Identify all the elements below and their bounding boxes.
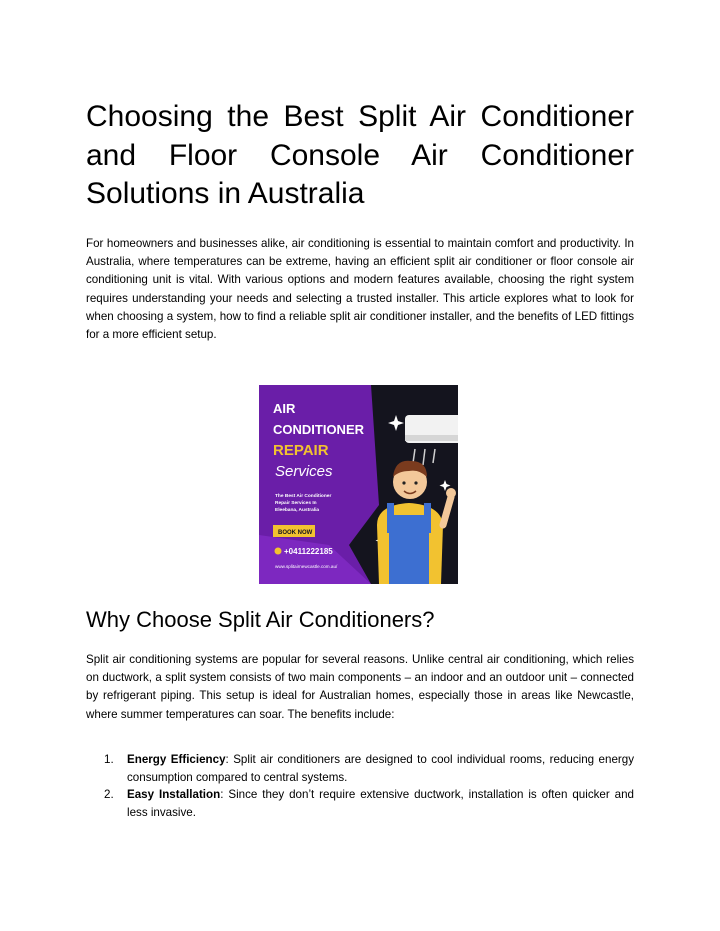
section-heading: Why Choose Split Air Conditioners?	[86, 607, 435, 632]
ad-tagline-1: The Best Air Conditioner	[275, 494, 332, 499]
list-item-text: : Split air conditioners are designed to cool individual rooms, reducing energy consumption compared to central systems.	[127, 753, 635, 784]
section-paragraph: Split air conditioning systems are popular for several reasons. Unlike central air conditioning, which relies on ductwork, a split system consists of two main components – an indoor and an outdoor unit – connected by refrigerant piping. This setup is ideal for Australian homes, especially those in areas like Newcastle, where summer temperatures can soar. The benefits include:	[86, 653, 634, 721]
page-title: Choosing the Best Split Air Conditioner and Floor Console Air Conditioner Solutions in Australia	[86, 100, 634, 210]
ad-phone-number: +0411222185	[284, 547, 333, 556]
benefits-list	[86, 751, 634, 821]
list-item-text: : Since they don’t require extensive ductwork, installation is often quicker and less invasive.	[127, 788, 634, 819]
list-item	[86, 786, 634, 821]
list-item	[86, 751, 634, 786]
ad-line-services: Services	[275, 463, 333, 480]
list-number: 1.	[104, 753, 114, 766]
list-item-term: Easy Installation	[127, 788, 221, 801]
phone-icon	[275, 548, 282, 555]
ad-website: www.splitairnewcastle.com.au/	[275, 564, 338, 569]
ad-banner-image	[259, 385, 458, 584]
list-number: 2.	[104, 788, 114, 801]
ad-line-conditioner: CONDITIONER	[273, 422, 364, 437]
ad-tagline-2: Repair Services In	[275, 501, 317, 506]
intro-paragraph: For homeowners and businesses alike, air conditioning is essential to maintain comfort and productivity. In Australia, where temperatures can be extreme, having an efficient split air conditioner or floor console air conditioning unit is vital. With various options and modern features available, choosing the right system requires understanding your needs and selecting a trusted installer. This article explores what to look for when choosing a system, how to find a reliable split air conditioner installer, and the benefits of LED fittings for a more efficient setup.	[86, 237, 634, 342]
ad-tagline-3: Eleebana, Australia	[275, 508, 320, 513]
ad-line-repair: REPAIR	[273, 442, 329, 459]
list-item-term: Energy Efficiency	[127, 753, 226, 766]
ad-line-air: AIR	[273, 401, 296, 416]
ad-book-now-label: BOOK NOW	[278, 530, 313, 536]
